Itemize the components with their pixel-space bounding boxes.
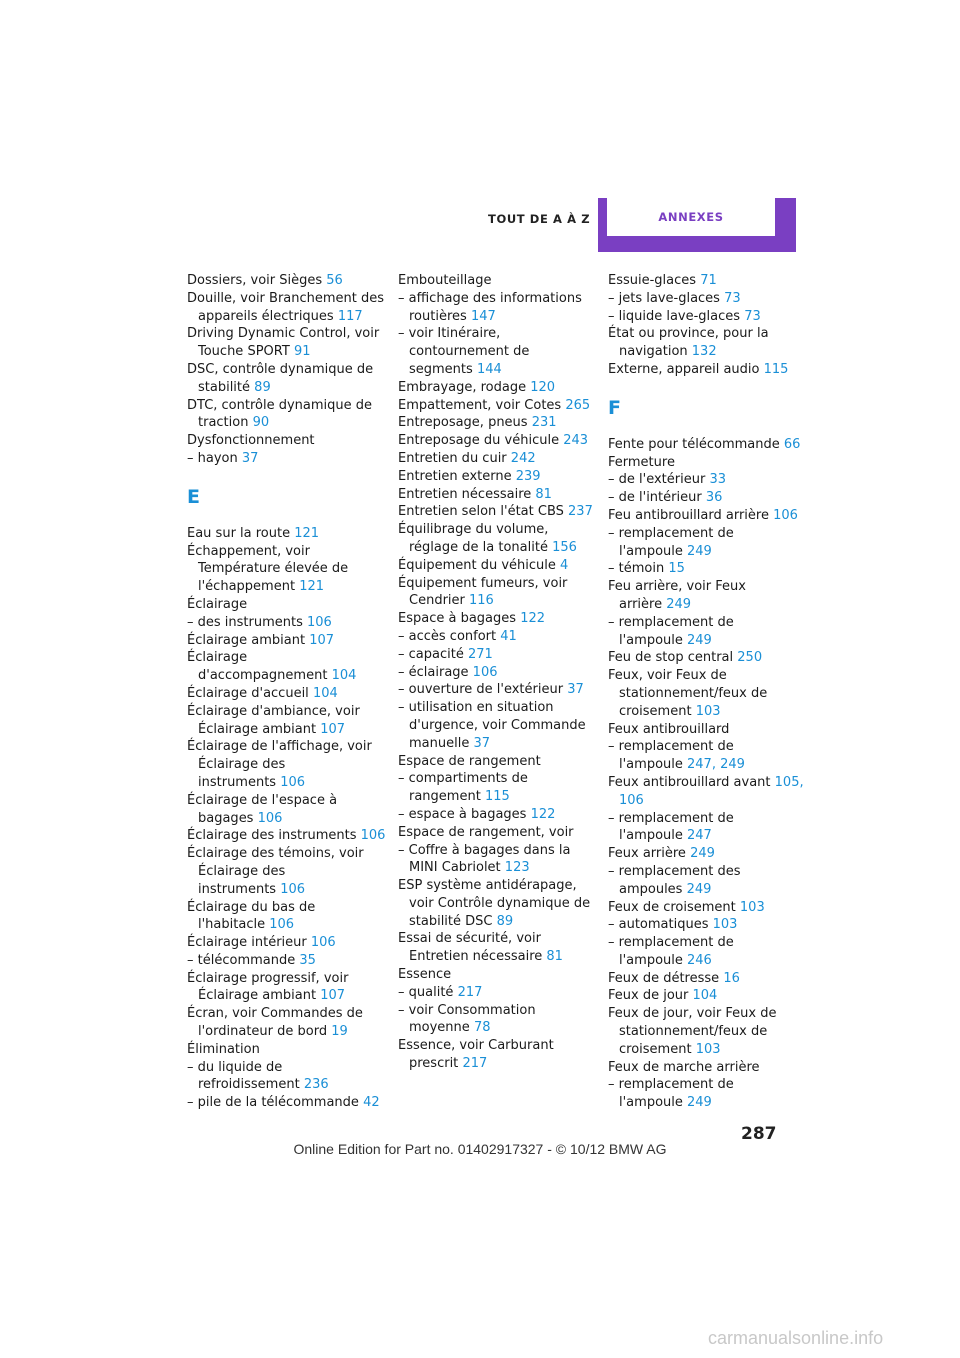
index-subentry	[398, 1002, 598, 1038]
entry-text: – accès confort	[398, 628, 497, 644]
page-link[interactable]: 115	[484, 789, 510, 805]
entry-text: Feux antibrouillard	[608, 721, 730, 737]
index-entry	[398, 450, 598, 468]
page-link[interactable]: 107	[309, 632, 335, 648]
index-entry	[398, 557, 598, 575]
index-subentry	[398, 842, 598, 878]
entry-text: Espace de rangement, voir	[398, 824, 574, 840]
entry-text: Équipement du véhicule	[398, 557, 556, 573]
page-link[interactable]: 237	[568, 504, 593, 520]
index-entry	[608, 1059, 808, 1077]
entry-text: Empattement, voir Cotes	[398, 397, 562, 413]
index-entry	[398, 753, 598, 771]
index-column-3	[608, 272, 808, 1112]
entry-text: Externe, appareil audio	[608, 361, 760, 377]
page-link[interactable]: 91	[293, 344, 311, 360]
index-entry	[398, 966, 598, 984]
page-link[interactable]: 106	[472, 664, 498, 680]
index-entry	[187, 543, 387, 596]
index-entry	[608, 325, 808, 361]
page-link[interactable]: 103	[739, 899, 765, 915]
page-link[interactable]: 147	[470, 308, 496, 324]
entry-text: Éclairage d'accompagnement	[187, 650, 328, 684]
index-subentry	[398, 806, 598, 824]
index-subentry	[398, 290, 598, 326]
index-entry	[187, 596, 387, 614]
index-entry	[187, 827, 387, 845]
index-subentry	[187, 450, 387, 468]
page-link[interactable]: 35	[299, 952, 316, 968]
page-link[interactable]: 265	[565, 397, 591, 413]
entry-text: ESP système antidérapage, voir Contrôle dynamique de stabilité DSC	[398, 878, 591, 929]
page-link[interactable]: 105, 106	[619, 774, 804, 808]
index-entry	[187, 272, 387, 290]
page-link[interactable]: 107	[320, 988, 346, 1004]
entry-text: Entretien du cuir	[398, 450, 507, 466]
entry-text: – éclairage	[398, 664, 469, 680]
index-entry	[187, 361, 387, 397]
index-subentry	[398, 699, 598, 752]
entry-text: – des instruments	[187, 614, 303, 630]
index-column-2	[398, 272, 598, 1073]
index-entry	[187, 845, 387, 898]
entry-text: – qualité	[398, 984, 454, 1000]
page-link[interactable]: 89	[254, 379, 271, 395]
entry-text: – automatiques	[608, 917, 709, 933]
page-link[interactable]: 73	[724, 290, 741, 306]
page-link[interactable]: 15	[668, 561, 685, 577]
index-entry	[608, 361, 808, 379]
page-link[interactable]: 242	[510, 450, 536, 466]
index-entry	[608, 667, 808, 720]
index-entry	[187, 934, 387, 952]
page-link[interactable]: 271	[467, 646, 493, 662]
entry-text: Embrayage, rodage	[398, 379, 527, 395]
entry-text: – télécommande	[187, 952, 296, 968]
entry-text: Éclairage ambiant	[187, 632, 306, 648]
entry-text: – hayon	[187, 450, 238, 466]
index-entry	[608, 987, 808, 1005]
entry-text: – compartiments de rangement	[398, 771, 528, 805]
index-subentry	[608, 290, 808, 308]
page-link[interactable]: 123	[504, 860, 530, 876]
index-entry	[398, 877, 598, 930]
page-link[interactable]: 120	[530, 379, 556, 395]
page-link[interactable]: 106	[310, 935, 336, 951]
page-link[interactable]: 117	[337, 308, 363, 324]
page-link[interactable]: 107	[320, 721, 346, 737]
entry-text: – remplacement de l'ampoule	[608, 525, 734, 559]
section-tab-inner	[607, 198, 775, 236]
letter-heading: F	[608, 396, 621, 419]
entry-text: Dossiers, voir Sièges	[187, 273, 323, 288]
index-subentry	[608, 471, 808, 489]
entry-text: – utilisation en situation d'urgence, voir Commande manuelle	[398, 700, 586, 751]
page-link[interactable]: 236	[303, 1077, 329, 1093]
entry-text: Embouteillage	[398, 273, 492, 288]
page-link[interactable]: 217	[457, 984, 483, 1000]
letter-heading: E	[187, 485, 200, 508]
index-subentry	[608, 560, 808, 578]
entry-text: Échappement, voir Température élevée de l'échappement	[187, 543, 349, 595]
page-link[interactable]: 33	[709, 472, 726, 488]
page-link[interactable]: 249	[687, 1095, 712, 1111]
index-entry	[187, 397, 387, 433]
entry-text: Driving Dynamic Control, voir Touche SPORT	[187, 326, 380, 360]
entry-text: – de l'intérieur	[608, 490, 702, 506]
entry-text: Feux de croisement	[608, 899, 736, 915]
page-link[interactable]: 156	[552, 539, 577, 555]
entry-text: Essence, voir Carburant prescrit	[398, 1038, 554, 1072]
index-entry	[398, 486, 598, 504]
entry-text: Eau sur la route	[187, 525, 291, 541]
entry-text: DTC, contrôle dynamique de traction	[187, 397, 373, 431]
entry-text: Éclairage des témoins, voir Éclairage des instruments	[187, 846, 364, 897]
index-subentry	[398, 770, 598, 806]
entry-text: DSC, contrôle dynamique de stabilité	[187, 361, 374, 395]
footer-edition: Online Edition for Part no. 01402917327 - © 10/12 BMW AG	[293, 1141, 667, 1157]
entry-text: – liquide lave-glaces	[608, 308, 741, 324]
entry-text: Éclairage d'ambiance, voir Éclairage ambiant	[187, 703, 360, 737]
page-link[interactable]: 249	[687, 543, 712, 559]
index-subentry	[187, 1094, 387, 1112]
page-link[interactable]: 243	[563, 433, 589, 449]
index-subentry	[398, 664, 598, 682]
entry-text: Éclairage	[187, 596, 248, 612]
page-link[interactable]: 106	[307, 614, 332, 630]
entry-text: Feux de jour	[608, 988, 689, 1004]
page-link[interactable]: 122	[520, 611, 546, 627]
entry-text: – de l'extérieur	[608, 472, 706, 488]
index-entry	[398, 432, 598, 450]
entry-text: – témoin	[608, 561, 665, 577]
entry-text: – jets lave-glaces	[608, 290, 720, 306]
index-subentry	[187, 614, 387, 632]
page-link[interactable]: 103	[695, 1041, 721, 1057]
watermark: carmanualsonline.info	[708, 1328, 884, 1348]
page-link[interactable]: 239	[515, 468, 541, 484]
index-entry	[398, 414, 598, 432]
entry-text: Feu antibrouillard arrière	[608, 507, 769, 523]
index-entry	[608, 899, 808, 917]
entry-text: Douille, voir Branchement des appareils électriques	[187, 290, 385, 324]
index-entry	[187, 525, 387, 543]
entry-text: – pile de la télécommande	[187, 1095, 359, 1111]
entry-text: – ouverture de l'extérieur	[398, 682, 564, 698]
index-entry	[608, 845, 808, 863]
entry-text: Entretien nécessaire	[398, 486, 532, 502]
index-subentry	[608, 525, 808, 561]
index-entry	[187, 632, 387, 650]
entry-text: – remplacement de l'ampoule	[608, 810, 734, 844]
page-link[interactable]: 231	[531, 415, 557, 431]
entry-text: – remplacement de l'ampoule	[608, 739, 734, 773]
page-link[interactable]: 104	[312, 685, 338, 701]
page-link[interactable]: 106	[269, 917, 295, 933]
index-subentry	[187, 1059, 387, 1095]
page-link[interactable]: 41	[500, 628, 517, 644]
entry-text: Équipement fumeurs, voir Cendrier	[398, 575, 568, 609]
entry-text: – voir Itinéraire, contournement de segments	[398, 326, 530, 377]
index-entry	[608, 649, 808, 667]
index-entry	[187, 432, 387, 450]
page-link[interactable]: 132	[691, 344, 717, 360]
index-entry	[187, 703, 387, 739]
index-subentry	[398, 984, 598, 1002]
index-entry	[398, 610, 598, 628]
index-entry	[187, 792, 387, 828]
entry-text: Essai de sécurité, voir Entretien nécessaire	[398, 931, 543, 965]
index-entry	[187, 325, 387, 361]
entry-text: Essuie-glaces	[608, 273, 697, 288]
index-entry	[187, 738, 387, 791]
entry-text: Éclairage intérieur	[187, 935, 307, 951]
index-entry	[608, 507, 808, 525]
index-entry	[398, 521, 598, 557]
entry-text: Fente pour télécommande	[608, 436, 780, 452]
page-link[interactable]: 81	[546, 949, 563, 965]
entry-text: Équilibrage du volume, réglage de la tonalité	[398, 522, 549, 555]
page-link[interactable]: 249	[666, 596, 692, 612]
page-link[interactable]: 217	[462, 1056, 488, 1072]
index-entry	[398, 930, 598, 966]
index-entry	[398, 379, 598, 397]
page-link[interactable]: 36	[705, 490, 723, 506]
page-link[interactable]: 121	[299, 579, 325, 595]
entry-text: Fermeture	[608, 454, 675, 470]
entry-text: État ou province, pour la navigation	[608, 326, 769, 360]
entry-text: Feux arrière	[608, 846, 686, 862]
entry-text: Feux de marche arrière	[608, 1059, 760, 1075]
index-entry	[187, 649, 387, 685]
page-link[interactable]: 37	[241, 450, 259, 466]
index-entry	[608, 436, 808, 454]
page-link[interactable]: 103	[712, 917, 738, 933]
entry-text: Feux de jour, voir Feux de stationnement/feux de croisement	[608, 1006, 777, 1057]
entry-text: Éclairage progressif, voir Éclairage ambiant	[187, 970, 349, 1004]
index-entry	[398, 503, 598, 521]
page-link[interactable]: 122	[530, 806, 556, 822]
index-subentry	[398, 646, 598, 664]
index-entry	[608, 454, 808, 472]
entry-text: Éclairage de l'espace à bagages	[187, 792, 338, 826]
entry-text: – Coffre à bagages dans la MINI Cabriolet	[398, 842, 571, 876]
entry-text: – voir Consommation moyenne	[398, 1002, 536, 1036]
page-link[interactable]: 246	[687, 952, 712, 968]
entry-text: – remplacement de l'ampoule	[608, 935, 734, 968]
page-link[interactable]: 78	[473, 1020, 491, 1036]
page-link[interactable]: 16	[723, 970, 740, 986]
page-link[interactable]: 247, 249	[687, 757, 745, 773]
index-entry	[398, 397, 598, 415]
running-header-section: TOUT DE A À Z	[488, 212, 591, 226]
page-link[interactable]: 4	[560, 557, 569, 573]
index-entry	[608, 578, 808, 614]
page-link[interactable]: 144	[476, 361, 502, 377]
index-subentry	[608, 1076, 808, 1112]
index-column-1	[187, 272, 387, 1112]
entry-text: – capacité	[398, 646, 464, 662]
index-subentry	[608, 863, 808, 899]
page-link[interactable]: 71	[700, 273, 717, 288]
entry-text: Éclairage du bas de l'habitacle	[187, 899, 316, 933]
entry-text: – remplacement de l'ampoule	[608, 1077, 734, 1111]
entry-text: Éclairage des instruments	[187, 828, 357, 844]
entry-text: Dysfonctionnement	[187, 433, 315, 449]
entry-text: Feux, voir Feux de stationnement/feux de croisement	[608, 668, 768, 719]
index-entry	[398, 575, 598, 611]
entry-text: – du liquide de refroidissement	[187, 1059, 300, 1093]
entry-text: Essence	[398, 967, 452, 983]
index-subentry	[398, 325, 598, 378]
page-link[interactable]: 104	[692, 988, 718, 1004]
index-subentry	[608, 810, 808, 846]
entry-text: Entretien selon l'état CBS	[398, 504, 564, 520]
index-subentry	[187, 952, 387, 970]
entry-text: Feu de stop central	[608, 650, 734, 666]
entry-text: Feu arrière, voir Feux arrière	[608, 579, 746, 612]
page-link[interactable]: 73	[744, 308, 761, 324]
page-link[interactable]: 249	[687, 632, 712, 648]
entry-text: Espace à bagages	[398, 611, 517, 627]
page-link[interactable]: 106	[773, 507, 798, 523]
index-entry	[187, 1041, 387, 1059]
page-link[interactable]: 250	[737, 650, 763, 666]
index-subentry	[608, 489, 808, 507]
page-link[interactable]: 106	[280, 774, 306, 790]
entry-text: Entretien externe	[398, 468, 512, 484]
page-link[interactable]: 247	[687, 828, 712, 844]
page-link[interactable]: 121	[294, 525, 320, 541]
index-entry	[398, 272, 598, 290]
index-subentry	[608, 738, 808, 774]
index-entry	[187, 970, 387, 1006]
index-entry	[608, 1005, 808, 1058]
index-entry	[608, 970, 808, 988]
page-link[interactable]: 106	[257, 810, 283, 826]
index-entry	[608, 272, 808, 290]
page-link[interactable]: 106	[360, 828, 386, 844]
page-link[interactable]: 89	[496, 913, 514, 929]
index-entry	[187, 1005, 387, 1041]
page-link[interactable]: 104	[331, 668, 357, 684]
index-subentry	[398, 628, 598, 646]
section-tab	[598, 198, 796, 252]
index-entry	[398, 824, 598, 842]
index-entry	[187, 290, 387, 326]
index-entry	[398, 1037, 598, 1073]
section-tab-label: ANNEXES	[658, 210, 724, 224]
page-link[interactable]: 37	[567, 682, 584, 698]
entry-text: Éclairage de l'affichage, voir Éclairage des instruments	[187, 739, 372, 790]
page-link[interactable]: 42	[363, 1095, 380, 1111]
index-entry	[187, 685, 387, 703]
index-subentry	[608, 934, 808, 970]
page-link[interactable]: 90	[252, 415, 270, 431]
index-subentry	[398, 681, 598, 699]
page-link[interactable]: 37	[473, 735, 491, 751]
index-entry	[398, 468, 598, 486]
page-link[interactable]: 81	[535, 486, 552, 502]
index-subentry	[608, 614, 808, 650]
page-link[interactable]: 115	[763, 361, 789, 377]
entry-text: Feux de détresse	[608, 970, 720, 986]
index-subentry	[608, 916, 808, 934]
page-link[interactable]: 106	[280, 881, 306, 897]
page-link[interactable]: 249	[690, 846, 715, 862]
index-subentry	[608, 308, 808, 326]
entry-text: – remplacement de l'ampoule	[608, 614, 734, 648]
entry-text: Espace de rangement	[398, 753, 541, 769]
entry-text: Élimination	[187, 1041, 260, 1057]
entry-text: Écran, voir Commandes de l'ordinateur de bord	[187, 1006, 363, 1040]
page-link[interactable]: 56	[326, 273, 343, 288]
index-entry	[187, 899, 387, 935]
index-entry	[608, 721, 808, 739]
index-entry	[608, 774, 808, 810]
entry-text: – espace à bagages	[398, 806, 527, 822]
page-link[interactable]: 19	[331, 1024, 348, 1040]
entry-text: Feux antibrouillard avant	[608, 774, 771, 790]
entry-text: – affichage des informations routières	[398, 290, 582, 324]
page-link[interactable]: 103	[695, 703, 721, 719]
entry-text: – remplacement des ampoules	[608, 863, 741, 897]
page-link[interactable]: 116	[469, 593, 494, 609]
page-link[interactable]: 66	[783, 436, 801, 452]
entry-text: Entreposage, pneus	[398, 415, 528, 431]
page-link[interactable]: 249	[686, 881, 712, 897]
entry-text: Éclairage d'accueil	[187, 685, 309, 701]
entry-text: Entreposage du véhicule	[398, 433, 560, 449]
page-number: 287	[741, 1124, 777, 1144]
